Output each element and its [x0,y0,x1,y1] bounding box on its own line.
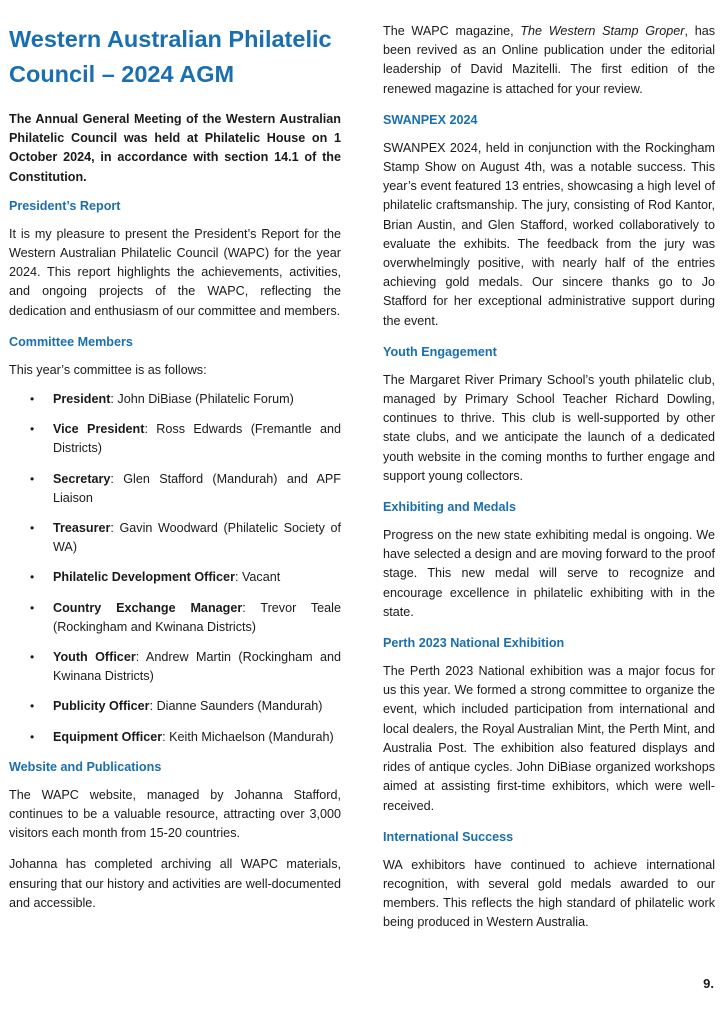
intro-paragraph: The Annual General Meeting of the Western Australian Philatelic Council was held at Philatelic House on 1 October 2024, in accordance with section 14.1 of the Constitution. [9,112,341,184]
member-role: Vice President [53,422,145,437]
list-item [9,568,341,587]
committee-intro: This year’s committee is as follows: [9,362,207,377]
member-role: Philatelic Development Officer [53,570,235,585]
perth-text: The Perth 2023 National exhibition was a major focus for us this year. We formed a strong committee to organize the event, which included participation from international and local dealers, the Royal Australian Mint, the Perth Mint, and Australia Post. The exhibition also featured displays and rides of antique cycles. John DiBiase organized workshops aimed at assisting first-time exhibitors, which were well-received. [383,664,715,813]
magazine-text-start: The WAPC magazine, [383,24,521,38]
exhibiting-heading: Exhibiting and Medals [383,500,516,515]
list-item [9,390,341,409]
bullet-icon: • [30,392,35,407]
list-item [9,728,341,747]
page-title: Western Australian Philatelic Council – 2024 AGM [9,26,332,87]
perth-heading: Perth 2023 National Exhibition [383,636,565,651]
member-role: Treasurer [53,521,111,536]
member-role: Equipment Officer [53,729,163,744]
committee-list [9,390,341,747]
international-text: WA exhibitors have continued to achieve international recognition, with several gold medals awarded to our members. This reflects the high standard of philatelic work being produced in Western Australia. [383,857,715,930]
member-name: : Ross Edwards (Fremantle and Districts) [53,422,341,456]
bullet-icon: • [30,600,35,615]
member-role: Publicity Officer [53,699,150,714]
website-text-1: The WAPC website, managed by Johanna Stafford, continues to be a valuable resource, attracting over 3,000 visitors each month from 15-20 countries. [9,787,341,841]
member-name: : Vacant [234,570,281,585]
website-heading: Website and Publications [9,759,162,774]
list-item [9,420,341,458]
list-item [9,648,341,686]
swanpex-heading: SWANPEX 2024 [383,112,478,127]
member-role: President [53,392,111,407]
page-number: 9. [703,976,714,991]
bullet-icon: • [30,422,35,437]
presidents-report-text: It is my pleasure to present the President’s Report for the Western Australian Philatelic Council (WAPC) for the year 2024. This report highlights the achievements, activities, and ongoing projects of the WAPC, reflecting the dedication and enthusiasm of our committee and members. [9,226,341,318]
member-name: : John DiBiase (Philatelic Forum) [110,392,294,407]
list-item [9,599,341,637]
exhibiting-text: Progress on the new state exhibiting medal is ongoing. We have selected a design and are moving forward to the proof stage. This new medal will serve to recognize and encourage excellence in philatelic exhibiting with in the state. [383,528,715,619]
member-name: : Andrew Martin (Rockingham and Kwinana Districts) [53,650,342,684]
list-item [9,519,341,557]
member-name: : Glen Stafford (Mandurah) and APF Liaison [53,471,341,505]
bullet-icon: • [30,729,35,744]
magazine-text-end: , has been revived as an Online publication under the editorial leadership of David Mazitelli. The first edition of the renewed magazine is attached for your review. [383,24,716,96]
member-name: : Gavin Woodward (Philatelic Society of WA) [53,521,341,555]
member-name: : Keith Michaelson (Mandurah) [162,729,334,744]
committee-heading: Committee Members [9,334,133,349]
list-item [9,697,341,716]
member-role: Secretary [53,471,111,486]
international-heading: International Success [383,829,514,844]
website-text-2: Johanna has completed archiving all WAPC materials, ensuring that our history and activities are well-documented and accessible. [9,857,341,910]
member-role: Youth Officer [53,650,136,665]
presidents-report-heading: President’s Report [9,198,121,213]
bullet-icon: • [30,521,35,536]
bullet-icon: • [30,650,35,665]
member-name: : Trevor Teale (Rockingham and Kwinana Districts) [53,600,341,634]
bullet-icon: • [30,570,35,585]
magazine-title: The Western Stamp Groper [520,24,685,38]
left-column [9,22,341,925]
list-item [9,470,341,508]
member-name: : Dianne Saunders (Mandurah) [149,699,323,714]
magazine-text [383,22,715,99]
bullet-icon: • [30,699,35,714]
bullet-icon: • [30,471,35,486]
youth-text: The Margaret River Primary School’s youth philatelic club, managed by Primary School Teacher Richard Dowling, continues to thrive. This club is well-supported by other state clubs, and we anticipate the launch of a dedicated youth website in the coming months to further engage and support young collectors. [383,372,715,483]
right-column [383,22,715,945]
member-role: Country Exchange Manager [53,600,243,615]
youth-heading: Youth Engagement [383,344,497,359]
swanpex-text: SWANPEX 2024, held in conjunction with the Rockingham Stamp Show on August 4th, was a notable success. This year’s event featured 13 entries, showcasing a high level of philatelic craftsmanship. The jury, consisting of Rod Kantor, Brian Austin, and Glen Stafford, worked collaboratively to evaluate the exhibits. The feedback from the jury was overwhelmingly positive, with nearly half of the entries achieving gold medals. Our sincere thanks go to Jo Stafford for her exceptional administrative support during the event. [383,140,715,328]
